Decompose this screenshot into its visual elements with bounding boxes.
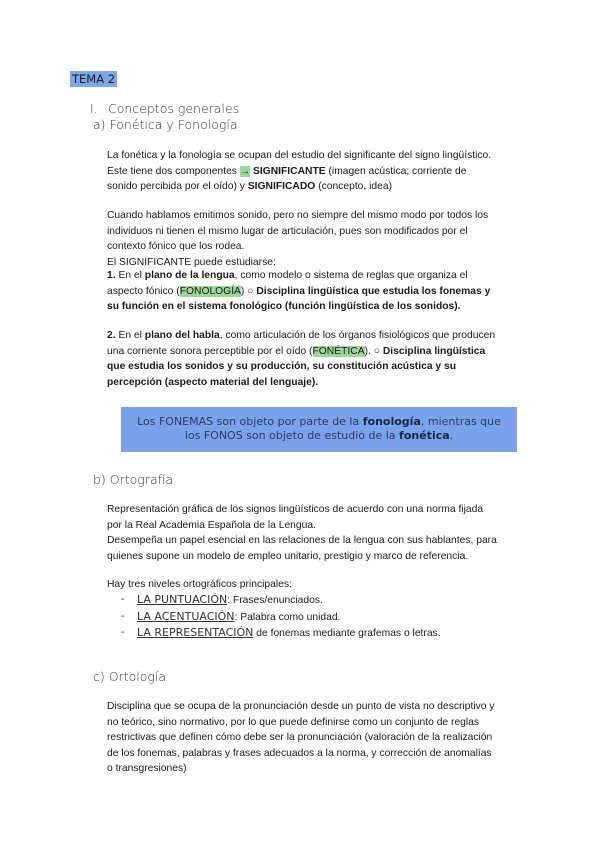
levels-intro: Hay tres niveles ortográficos principales: (107, 579, 292, 590)
circle-bullet-icon: ○ (373, 345, 380, 357)
section-c-title: c) Ortología (93, 669, 167, 684)
paragraph-ortografia: Representación gráfica de los signos lingüísticos de acuerdo con una norma fijada por la Real Academia Española de la Lengua. Desempeña un papel esencial en las relaciones de la lengua con sus hablantes, para quienes supone un modelo de empleo unitario, prestigio y marco de referencia. (107, 504, 497, 562)
list-item-plano-habla: 2. En el plano del habla, como articulación de los órganos fisiológicos que producen una corriente sonora perceptible por el oído (FONÉTICA). ○ Disciplina lingüística que estudia los sonidos y su producción, su constitución acústica y su percepción (aspecto material del lenguaje). (107, 330, 496, 388)
list-item-plano-lengua: 1. En el plano de la lengua, como modelo o sistema de reglas que organiza el aspecto fónico (FONOLOGÍA) ○ Disciplina lingüística que estudia los fonemas y su función en el sistema fonológico (función lingüística de los sonidos). (107, 270, 491, 313)
fonologia-tag: FONOLOGÍA (179, 285, 241, 297)
section-b-title: b) Ortografía (93, 472, 174, 487)
list-item: - LA PUNTUACIÓN: Frases/enunciados. (121, 592, 541, 609)
section-I-title: Conceptos generales (108, 101, 240, 116)
tema-heading: TEMA 2 (72, 72, 116, 86)
list-item: - LA REPRESENTACIÓN de fonemas mediante grafemas o letras. (121, 625, 541, 642)
list-item: - LA ACENTUACIÓN: Palabra como unidad. (121, 609, 541, 626)
fonemas-fonos-callout: Los FONEMAS son objeto por parte de la fonología, mientras que los FONOS son objeto de estudio de la fonética. (121, 407, 517, 452)
circle-bullet-icon: ○ (247, 285, 254, 297)
paragraph-significante: La fonética y la fonología se ocupan del estudio del significante del signo lingüístico. Este tiene dos componentes → SIGNIFICANTE (imagen acústica; corriente de sonido percibida por el oído) y SIGNIFICADO (concepto, idea) (107, 150, 492, 193)
paragraph-ortologia: Disciplina que se ocupa de la pronunciación desde un punto de vista no descriptivo y no teórico, sino normativo, por lo que puede definirse como un conjunto de reglas restrictivas que definen cómo debe ser la pronunciación (valoración de la realización de los fonemas, palabras y frases adecuados a la norma, y corrección de anomalías o transgresiones) (107, 701, 495, 775)
paragraph-sonido: Cuando hablamos emitimos sonido, pero no siempre del mismo modo por todos los individuos ni tienen el mismo lugar de articulación, pues son modificados por el contexto fónico que los rodea. El SIGNIFICANTE puede estudiarse: (107, 210, 489, 268)
levels-list (121, 592, 541, 642)
arrow-icon: → (239, 165, 251, 177)
section-I-number: I. (90, 101, 98, 116)
section-a-title: a) Fonética y Fonología (93, 117, 238, 132)
fonetica-tag: FONÉTICA (312, 345, 365, 357)
